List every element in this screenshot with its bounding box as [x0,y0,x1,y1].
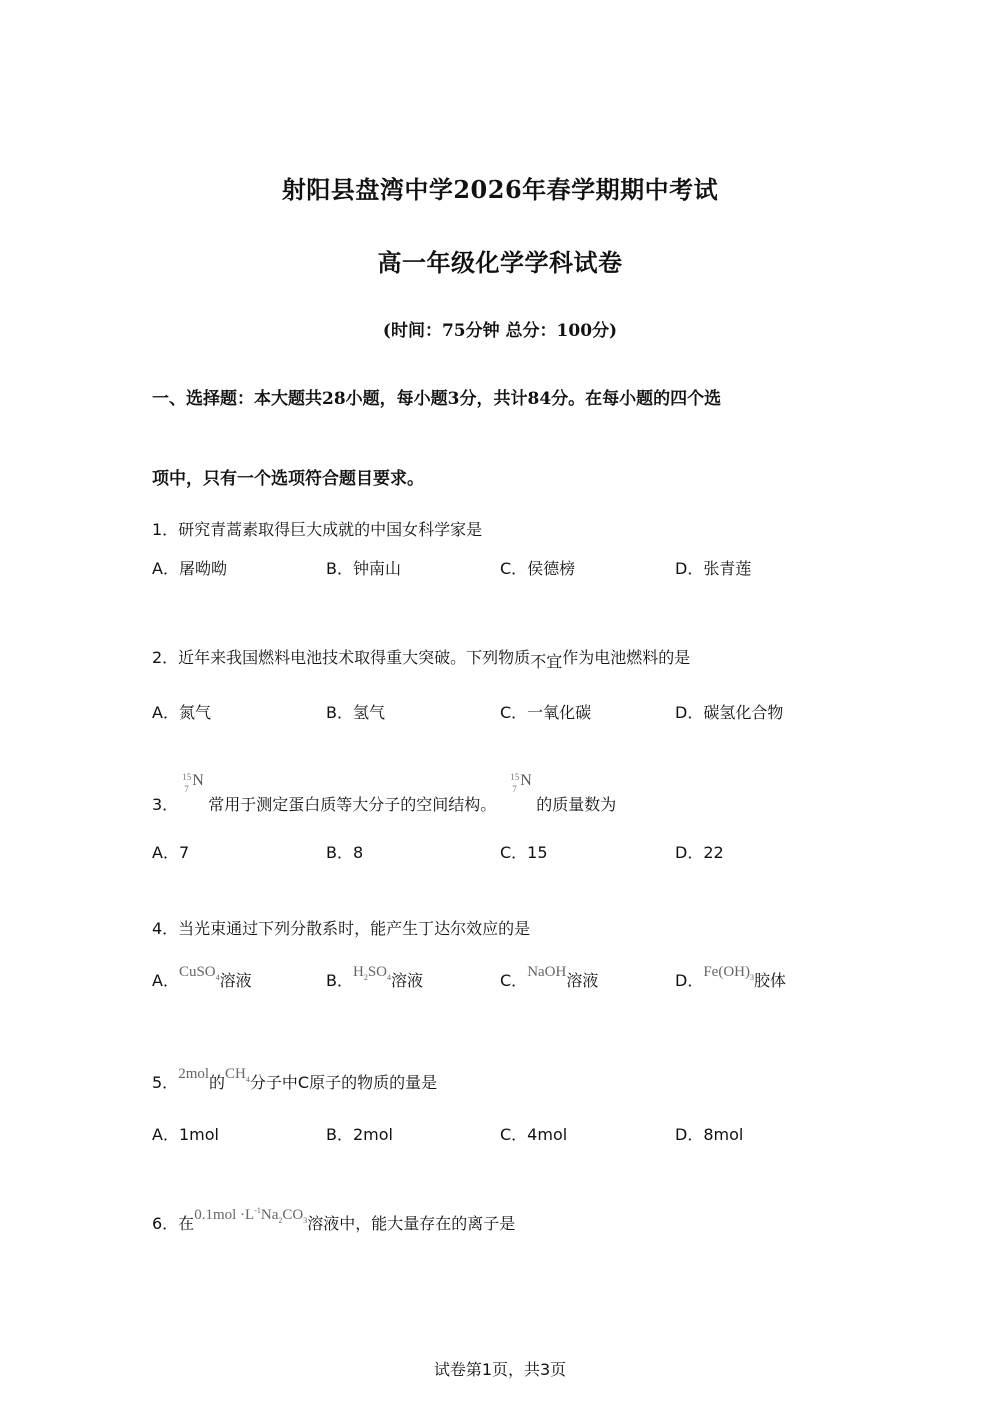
question-2-stem [152,645,691,671]
question-1-option-c: C．侯德榜 [500,559,576,578]
sodium-carbonate-concentration: $0.1mol \cdot L^{-1}Na_2CO_3$ [194,1206,308,1225]
page-footer: 试卷第1页，共3页 [433,1360,567,1379]
exam-subtitle: 高一年级化学学科试卷 [377,248,623,277]
exam-info: (时间：75分钟 总分：100分) [382,321,618,341]
question-3-option-b: B．8 [326,843,364,862]
question-4-option-a: A．CuSO$_4$溶液 [152,964,252,990]
question-4-stem: 4．当光束通过下列分散系时，能产生丁达尔效应的是 [152,919,531,938]
exam-title: 射阳县盘湾中学2026年春学期期中考试 [281,175,719,204]
ferric-hydroxide-formula: $Fe(OH)_3$ [703,964,754,982]
question-6-stem: 6．在$0.1mol \cdot L^{-1}Na_2CO_3$溶液中，能大量存在的离子是 [152,1206,516,1233]
nitrogen-15-nuclide: 15 7 N [182,772,204,794]
copper-sulfate-formula: CuSO$_4$ [178,964,220,982]
question-3-option-c: C．15 [500,843,548,862]
question-5-option-d: D．8mol [675,1125,744,1144]
question-4-option-d: D．$Fe(OH)_3$胶体 [675,964,786,990]
question-3-stem-text: 常用于测定蛋白质等大分子的空间结构。 [208,795,497,814]
question-3-option-a: A．7 [152,843,190,862]
question-4-option-c: C．NaOH溶液 [500,964,599,990]
question-2-option-a: A．氮气 [152,703,211,722]
question-2-stem-text: 2．近年来我国燃料电池技术取得重大突破。下列物质 [152,648,531,667]
amount-2mol: 2mol [178,1066,210,1082]
sodium-hydroxide-formula: NaOH [527,964,567,980]
section-heading-line1: 一、选择题：本大题共28小题，每小题3分，共计84分。在每小题的四个选 [152,389,722,409]
question-1-option-d: D．张青莲 [675,559,752,578]
question-2-option-b: B．氢气 [326,703,385,722]
question-2-stem-end: 作为电池燃料的是 [562,648,691,667]
question-5-option-a: A．1mol [152,1125,219,1144]
question-3-stem-end: 的质量数为 [536,795,617,814]
question-4-option-b: B．$H_2SO_4$溶液 [326,964,424,990]
question-3-number: 3． [152,795,179,814]
question-1-stem: 1．研究青蒿素取得巨大成就的中国女科学家是 [152,520,483,539]
question-3-stem [152,772,617,814]
question-5-option-b: B．2mol [326,1125,393,1144]
nitrogen-15-nuclide-2: 15 7 N [510,772,532,794]
question-5-stem: 5．2mol的$CH_4$分子中C原子的物质的量是 [152,1066,438,1092]
question-2-option-d: D．碳氢化合物 [675,703,784,722]
question-3-option-d: D．22 [675,843,724,862]
section-heading-line2: 项中，只有一个选项符合题目要求。 [152,469,424,489]
question-1-option-a: A．屠呦呦 [152,559,227,578]
methane-formula: $CH_4$ [225,1066,250,1084]
question-1-option-b: B．钟南山 [326,559,401,578]
sulfuric-acid-formula: $H_2SO_4$ [352,964,392,982]
question-2-emphasis: 不宜 [530,652,563,671]
question-5-option-c: C．4mol [500,1125,568,1144]
question-2-option-c: C．一氧化碳 [500,703,592,722]
